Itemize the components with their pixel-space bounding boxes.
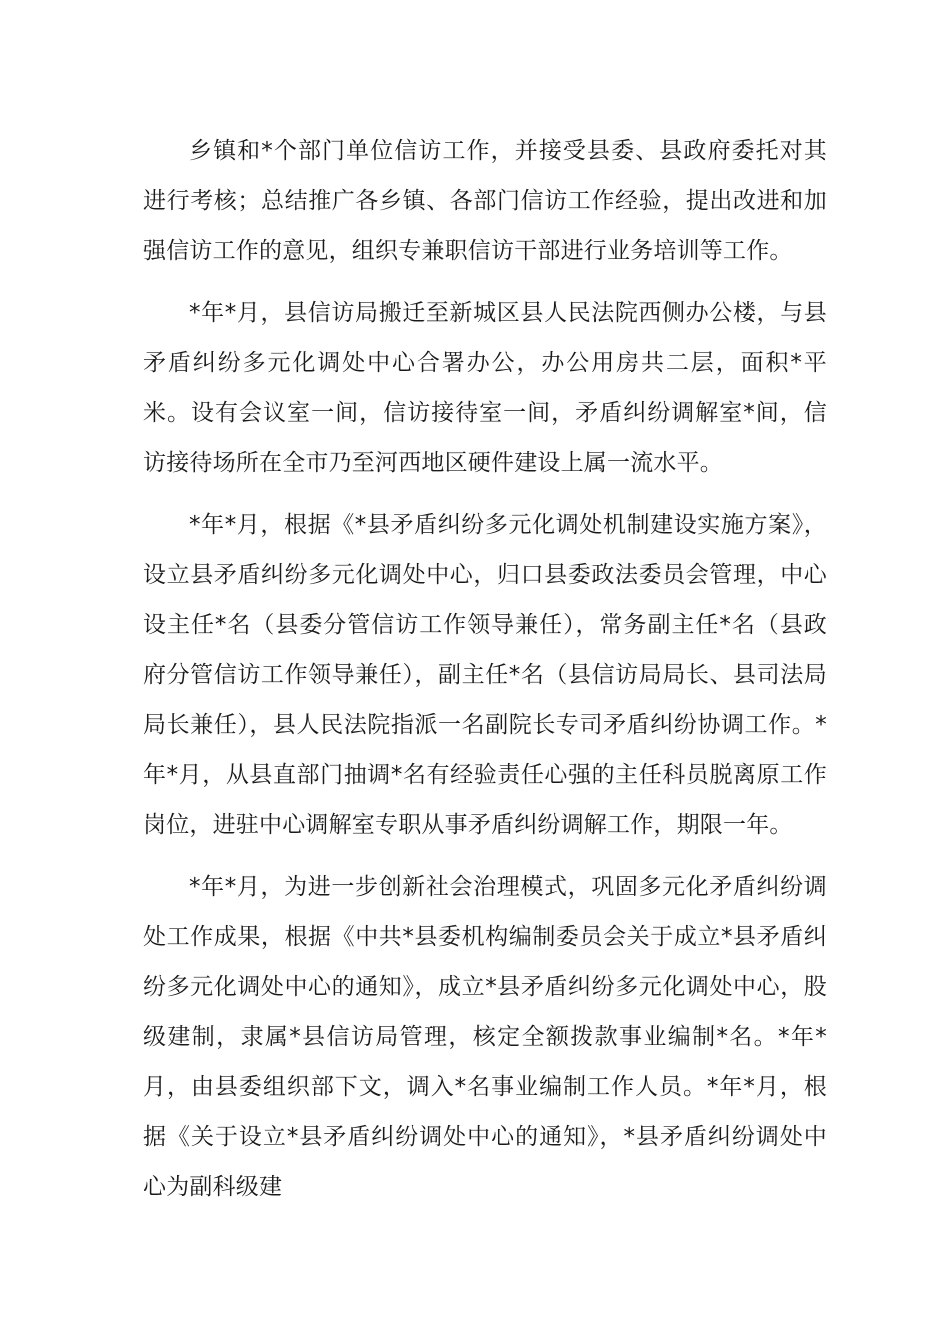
paragraph-4: *年*月，为进一步创新社会治理模式，巩固多元化矛盾纠纷调处工作成果，根据《中共*县委机构编制委员会关于成立*县矛盾纠纷多元化调处中心的通知》，成立*县矛盾纠纷多元化调处中心，股级建制，隶属*县信访局管理，核定全额拨款事业编制*名。*年*月，由县委组织部下文，调入*名事业编制工作人员。*年*月，根据《关于设立*县矛盾纠纷调处中心的通知》，*县矛盾纠纷调处中心为副科级建 xyxy=(143,874,827,1200)
paragraph-1: 乡镇和*个部门单位信访工作，并接受县委、县政府委托对其进行考核；总结推广各乡镇、各部门信访工作经验，提出改进和加强信访工作的意见，组织专兼职信访干部进行业务培训等工作。 xyxy=(143,138,827,264)
paragraph-2: *年*月，县信访局搬迁至新城区县人民法院西侧办公楼，与县矛盾纠纷多元化调处中心合署办公，办公用房共二层，面积*平米。设有会议室一间，信访接待室一间，矛盾纠纷调解室*间，信访接待场所在全市乃至河西地区硬件建设上属一流水平。 xyxy=(143,300,827,476)
document-body xyxy=(143,126,827,1224)
paragraph-3: *年*月，根据《*县矛盾纠纷多元化调处机制建设实施方案》，设立县矛盾纠纷多元化调处中心，归口县委政法委员会管理，中心设主任*名（县委分管信访工作领导兼任），常务副主任*名（县政府分管信访工作领导兼任），副主任*名（县信访局局长、县司法局局长兼任），县人民法院指派一名副院长专司矛盾纠纷协调工作。*年*月，从县直部门抽调*名有经验责任心强的主任科员脱离原工作岗位，进驻中心调解室专职从事矛盾纠纷调解工作，期限一年。 xyxy=(143,512,827,838)
